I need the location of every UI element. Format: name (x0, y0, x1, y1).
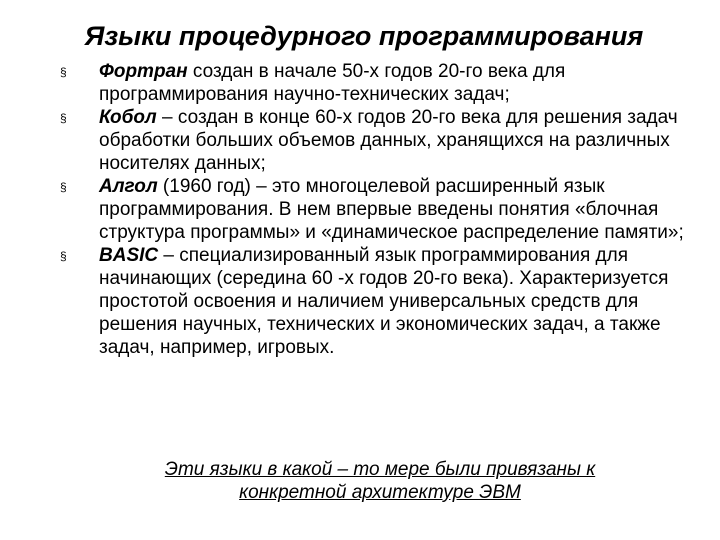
footer-note (60, 458, 700, 504)
list-item (0, 175, 699, 244)
list-item (0, 244, 699, 359)
language-description: (1960 год) – это многоцелевой расширенный язык программирования. В нем впервые введены понятия «блочная структура программы» и «динамическое распределение памяти»; (99, 176, 684, 243)
list-item (0, 60, 699, 106)
slide-title: Языки процедурного программирования (84, 21, 644, 51)
language-description: создан в начале 50-х годов 20-го века для программирования научно-технических задач; (99, 61, 566, 105)
language-description: специализированный язык программирования для начинающих (середина 60 -х годов 20-го века). Характеризуется простотой освоения и наличием универсальных средств для решения научных, технических и экономических задач, а также задач, например, игровых. (99, 245, 669, 358)
bullet-icon: § (60, 180, 67, 194)
footer-line-2: конкретной архитектуре ЭВМ (239, 482, 521, 503)
footer-line-1: Эти языки в какой – то мере были привязаны к (164, 459, 596, 480)
language-name: Алгол (99, 176, 158, 197)
language-description: создан в конце 60-х годов 20-го века для решения задач обработки больших объемов данных, хранящихся на различных носителях данных; (99, 107, 678, 174)
bullet-icon: § (60, 249, 67, 263)
separator: – (158, 245, 180, 266)
bullet-icon: § (60, 65, 67, 79)
language-name: Кобол (99, 107, 157, 128)
list-item (0, 106, 699, 175)
bullet-list (0, 60, 720, 359)
bullet-icon: § (60, 111, 67, 125)
separator: – (156, 107, 178, 128)
language-name: BASIC (99, 245, 159, 266)
language-name: Фортран (99, 61, 188, 82)
